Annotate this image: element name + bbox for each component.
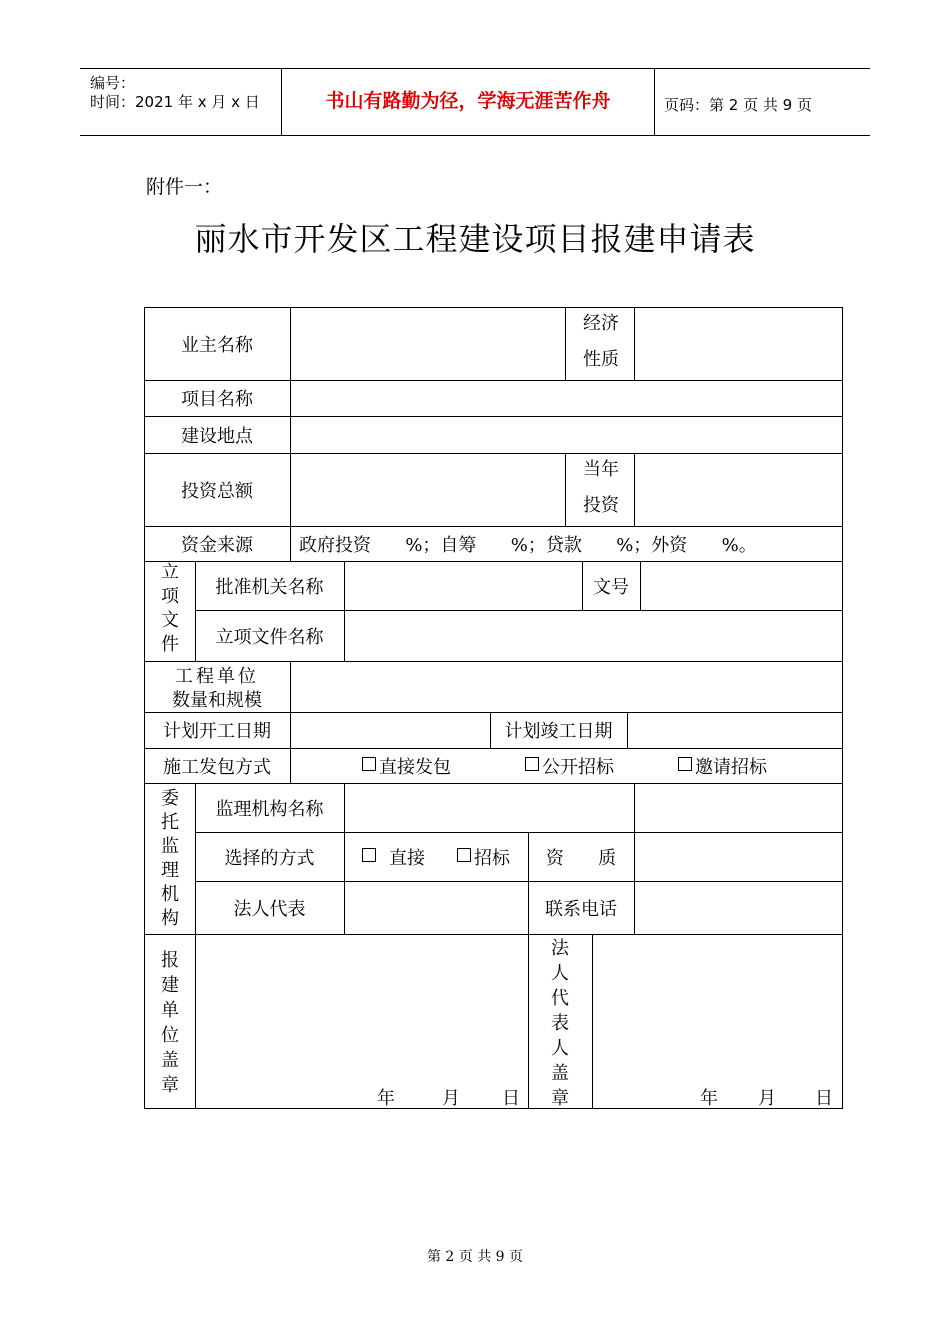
project-name-label: 项目名称 (181, 389, 253, 410)
planned-start-label: 计划开工日期 (163, 721, 271, 742)
applicant-seal-vertical-label: 报建单位盖章 (161, 950, 179, 1096)
economic-nature-label-1: 经济 (583, 313, 619, 334)
project-name-input[interactable] (291, 381, 841, 416)
annual-investment-label-2: 投资 (583, 495, 619, 516)
select-direct-checkbox[interactable] (362, 848, 376, 862)
legal-rep-date-day: 日 (815, 1088, 833, 1109)
owner-name-input[interactable] (291, 308, 564, 380)
contact-phone-input[interactable] (635, 882, 841, 934)
legal-rep-date-month: 月 (758, 1088, 776, 1109)
select-direct-option[interactable] (362, 832, 425, 881)
application-form (144, 307, 843, 1109)
select-direct-label: 直接 (389, 847, 425, 869)
economic-nature-input[interactable] (635, 308, 841, 380)
supervision-vertical-label: 委托监理机构 (161, 788, 179, 929)
form-line (565, 307, 566, 380)
engineering-units-label-2: 数量和规模 (172, 690, 262, 711)
approval-authority-input[interactable] (345, 562, 581, 610)
owner-name-label: 业主名称 (181, 334, 253, 356)
project-doc-name-input[interactable] (345, 611, 841, 661)
form-line (565, 453, 566, 526)
open-tender-label: 公开招标 (542, 756, 614, 778)
page-footer: 第 2 页 共 9 页 (426, 1249, 524, 1265)
contract-method-label: 施工发包方式 (163, 756, 271, 778)
annual-investment-input[interactable] (635, 454, 841, 526)
selection-method-label: 选择的方式 (224, 847, 315, 869)
serial-label: 编号： (90, 74, 136, 92)
economic-nature-label-2: 性质 (583, 349, 619, 370)
select-tender-option[interactable] (457, 832, 510, 881)
doc-number-input[interactable] (641, 562, 841, 610)
form-line (290, 526, 291, 561)
funding-detail: 政府投资 %；自筹 %；贷款 %；外资 %。 (299, 534, 757, 556)
planned-finish-input[interactable] (628, 713, 841, 748)
qualification-input[interactable] (635, 833, 841, 881)
annual-investment-label-1: 当年 (583, 459, 619, 480)
qualification-label: 资 质 (545, 847, 617, 869)
invited-tender-option[interactable] (678, 748, 767, 783)
open-tender-checkbox[interactable] (525, 757, 539, 771)
direct-contract-checkbox[interactable] (362, 757, 376, 771)
total-investment-input[interactable] (291, 454, 564, 526)
applicant-seal-area[interactable] (196, 935, 527, 1108)
legal-rep-seal-area[interactable] (593, 935, 841, 1108)
doc-number-label: 文号 (593, 576, 629, 598)
select-tender-label: 招标 (474, 847, 510, 869)
select-tender-checkbox[interactable] (457, 848, 471, 862)
invited-tender-label: 邀请招标 (695, 756, 767, 778)
header-divider-2 (654, 68, 655, 135)
direct-contract-option[interactable] (362, 748, 451, 783)
planned-finish-label: 计划竣工日期 (504, 721, 613, 742)
legal-rep-seal-vertical-label: 法人代表人盖章 (551, 938, 569, 1109)
direct-contract-label: 直接发包 (379, 756, 451, 778)
supervisor-name-input[interactable] (345, 784, 633, 832)
header-top-border (80, 68, 870, 69)
contact-phone-label: 联系电话 (545, 898, 617, 920)
attachment-label: 附件一： (146, 176, 223, 198)
applicant-date-month: 月 (442, 1088, 460, 1109)
form-line (290, 748, 291, 783)
supervisor-name-label: 监理机构名称 (215, 798, 324, 820)
construction-site-input[interactable] (291, 417, 841, 453)
legal-rep-input[interactable] (345, 882, 527, 934)
supervisor-extra-input[interactable] (635, 784, 841, 832)
construction-site-label: 建设地点 (181, 425, 253, 447)
funding-source-label: 资金来源 (181, 534, 253, 556)
applicant-date-year: 年 (377, 1088, 395, 1109)
engineering-units-label-1: 工程单位 (175, 666, 259, 687)
motto: 书山有路勤为径，学海无涯苦作舟 (325, 90, 611, 112)
form-line (842, 307, 843, 1109)
form-line (144, 1108, 843, 1109)
open-tender-option[interactable] (525, 748, 614, 783)
legal-rep-date-year: 年 (700, 1088, 718, 1109)
planned-start-input[interactable] (291, 713, 489, 748)
project-doc-name-label: 立项文件名称 (215, 626, 324, 648)
header-bottom-border (80, 135, 870, 136)
page-title: 丽水市开发区工程建设项目报建申请表 (194, 220, 756, 258)
legal-rep-label: 法人代表 (233, 898, 306, 920)
approval-authority-label: 批准机关名称 (215, 576, 324, 598)
time-label: 时间：2021 年 x 月 x 日 (90, 93, 260, 111)
invited-tender-checkbox[interactable] (678, 757, 692, 771)
total-investment-label: 投资总额 (181, 480, 253, 502)
page-info: 页码：第 2 页 共 9 页 (664, 96, 812, 114)
applicant-date-day: 日 (502, 1088, 520, 1109)
engineering-units-input[interactable] (291, 662, 841, 712)
project-docs-vertical-label: 立项文件 (161, 562, 179, 655)
